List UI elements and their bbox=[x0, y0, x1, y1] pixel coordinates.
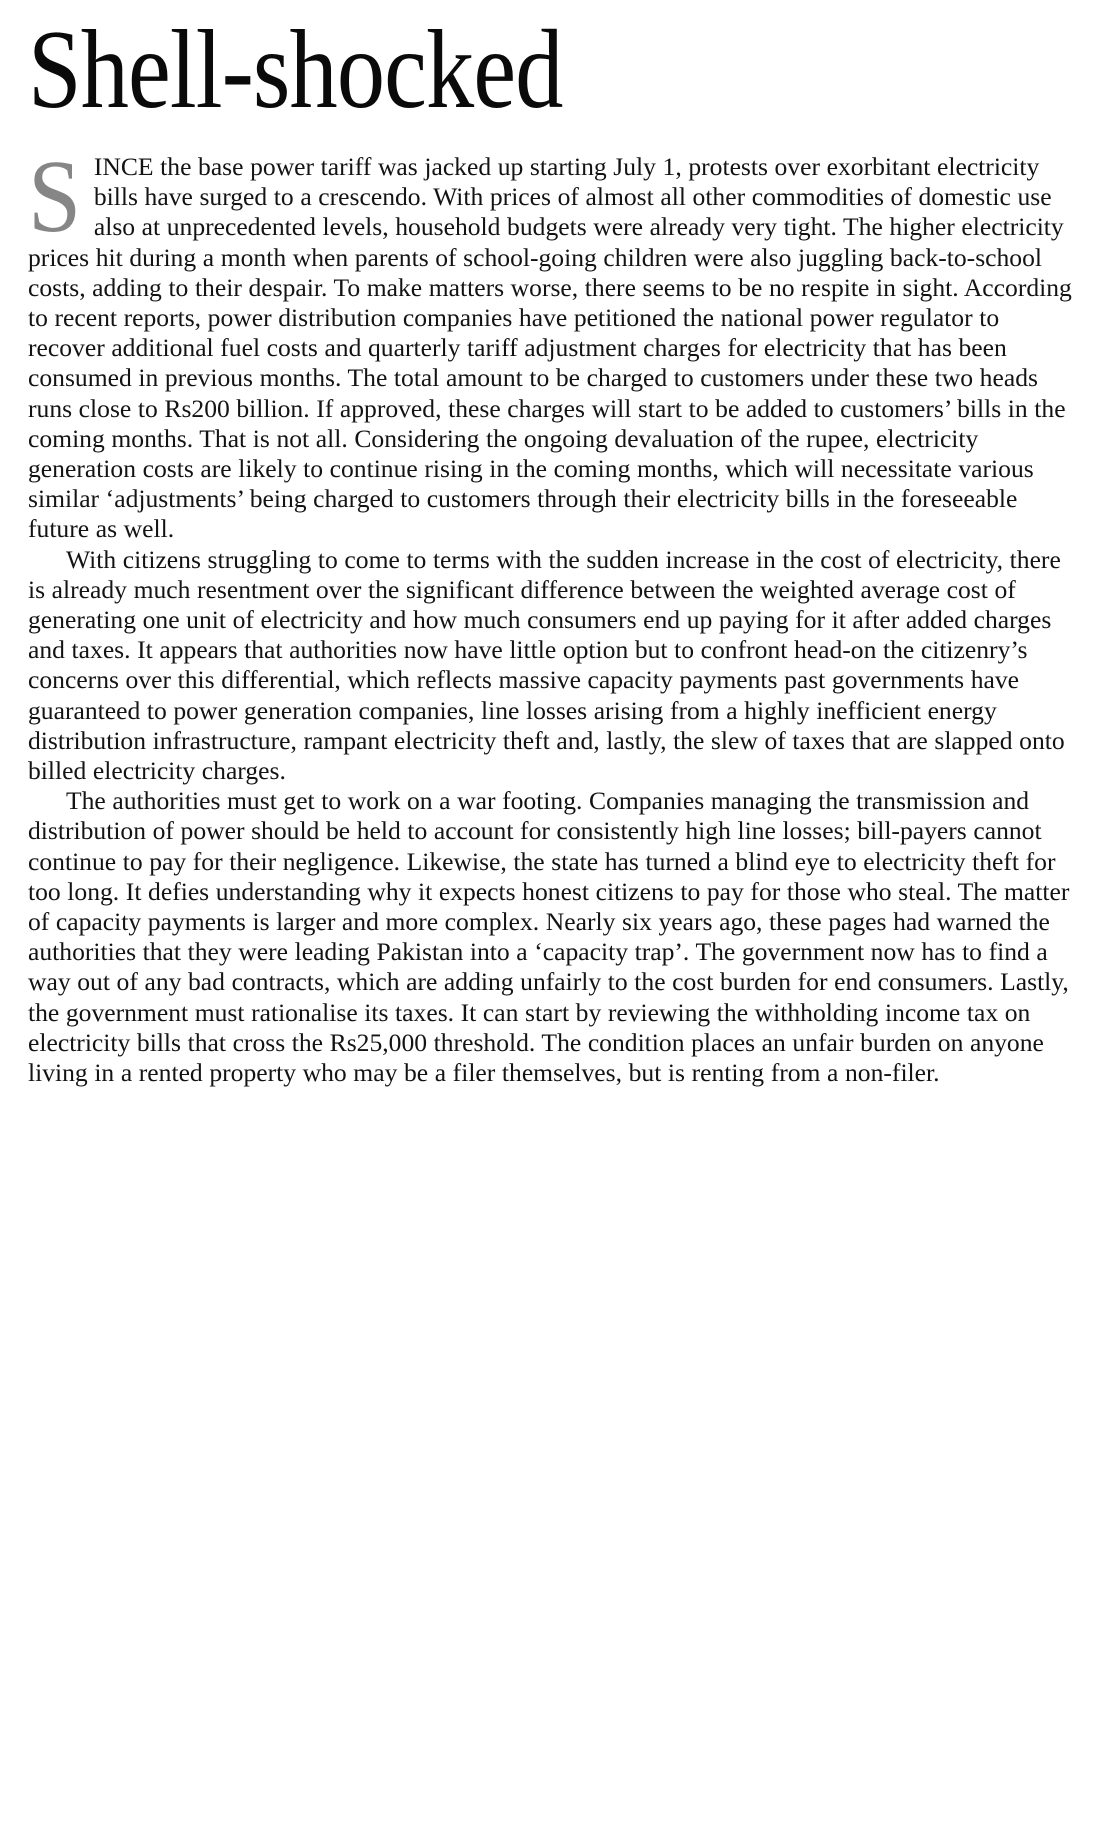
paragraph-3: The authorities must get to work on a war footing. Companies managing the transmission and distribution of power should be held to account for consistently high line losses; bill-payers cannot continue to pay for their negligence. Likewise, the state has turned a blind eye to electricity theft for too long. It defies understanding why it expects honest citizens to pay for those who steal. The matter of capacity payments is larger and more complex. Nearly six years ago, these pages had warned the authorities that they were leading Pakistan into a ‘capacity trap’. The government now has to find a way out of any bad contracts, which are adding unfairly to the cost burden for end consumers. Lastly, the government must rationalise its taxes. It can start by reviewing the withholding income tax on electricity bills that cross the Rs25,000 threshold. The condition places an unfair burden on anyone living in a rented property who may be a filer themselves, but is renting from a non-filer. bbox=[28, 786, 1070, 1088]
paragraph-2: With citizens struggling to come to terms with the sudden increase in the cost of electricity, there is already much resentment over the significant difference between the weighted average cost of generating one unit of electricity and how much consumers end up paying for it after added charges and taxes. It appears that authorities now have little option but to confront head-on the citizenry’s concerns over this differential, which reflects massive capacity payments past governments have guaranteed to power generation companies, line losses arising from a highly inefficient energy distribution infrastructure, rampant electricity theft and, lastly, the slew of taxes that are slapped onto billed electricity charges. bbox=[28, 544, 1065, 786]
lead-small-caps: INCE bbox=[93, 152, 154, 181]
page-title: Shell-shocked bbox=[28, 8, 563, 132]
drop-cap-letter: S bbox=[28, 139, 82, 254]
paragraph-1-text: the base power tariff was jacked up starting July 1, protests over exorbitant electricity bills have surged to a crescendo. With prices of almost all other commodities of domestic use also at unprecedented levels, household budgets were already very tight. The higher electricity prices hit during a month when parents of school-going children were also juggling back-to-school costs, adding to their despair. To make matters worse, there seems to be no respite in sight. According to recent reports, power distribution companies have petitioned the national power regulator to recover additional fuel costs and quarterly tariff adjustment charges for electricity that has been consumed in previous months. The total amount to be charged to customers under these two heads runs close to Rs200 billion. If approved, these charges will start to be added to customers’ bills in the coming months. That is not all. Considering the ongoing devaluation of the rupee, electricity generation costs are likely to continue rising in the coming months, which will necessitate various similar ‘adjustments’ being charged to customers through their electricity bills in the foreseeable future as well. bbox=[28, 152, 1072, 544]
paragraph-1 bbox=[28, 139, 1081, 545]
article-body bbox=[28, 139, 1081, 1088]
